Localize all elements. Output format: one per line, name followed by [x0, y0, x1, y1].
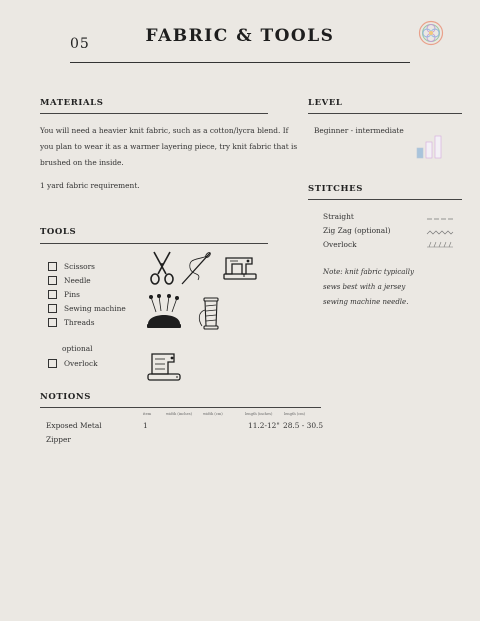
materials-line-2: you plan to wear it as a warmer layering piece, try knit fabric that is — [40, 142, 298, 151]
stitches-heading: STITCHES — [308, 184, 363, 194]
level-bar-3 — [435, 136, 441, 158]
stitch-straight: Straight — [323, 212, 354, 221]
checkbox[interactable] — [48, 262, 57, 271]
notions-col-length-in: length (inches) — [245, 412, 273, 416]
tool-label: Scissors — [64, 261, 95, 271]
sewing-machine-icon — [222, 254, 258, 282]
tools-heading: TOOLS — [40, 227, 77, 237]
level-bars-icon — [416, 135, 444, 159]
tools-checklist — [48, 259, 126, 329]
tool-label: Needle — [64, 275, 91, 285]
tool-item — [48, 315, 126, 329]
needle-icon — [180, 250, 214, 286]
notion-qty: 1 — [143, 421, 148, 430]
checkbox[interactable] — [48, 304, 57, 313]
materials-description — [40, 123, 298, 171]
notions-col-length-cm: length (cm) — [284, 412, 306, 416]
level-heading: LEVEL — [308, 98, 343, 108]
level-bar-1 — [417, 148, 423, 158]
stitch-samples — [426, 213, 456, 251]
stitch-note — [323, 265, 414, 310]
stitch-overlock: Overlock — [323, 240, 357, 249]
page-title: FABRIC & TOOLS — [145, 26, 335, 46]
notion-length-in: 11.2-12" — [248, 421, 280, 430]
checkbox[interactable] — [48, 359, 57, 368]
tool-item — [48, 301, 126, 315]
notions-divider — [40, 407, 321, 408]
tool-item — [48, 259, 126, 273]
stitch-note-line-3: sewing machine needle. — [323, 298, 409, 306]
tools-divider — [40, 243, 268, 244]
yardage-requirement: 1 yard fabric requirement. — [40, 181, 140, 190]
notion-item-line-1: Exposed Metal — [46, 421, 102, 430]
checkbox[interactable] — [48, 318, 57, 327]
level-bar-2 — [426, 142, 432, 158]
tool-label: Pins — [64, 289, 80, 299]
materials-heading: MATERIALS — [40, 98, 104, 108]
stitch-zigzag: Zig Zag (optional) — [323, 226, 391, 235]
notion-length-cm: 28.5 - 30.5 — [283, 421, 324, 430]
materials-line-1: You will need a heavier knit fabric, such as a cotton/lycra blend. If — [40, 126, 289, 135]
level-value: Beginner - intermediate — [314, 126, 404, 135]
notion-item-line-2: Zipper — [46, 435, 71, 444]
notions-col-item: item — [143, 412, 152, 416]
mandala-logo-icon — [418, 20, 444, 46]
materials-divider — [40, 113, 268, 114]
optional-label: optional — [62, 344, 93, 353]
tool-item — [48, 356, 98, 370]
tool-label: Overlock — [64, 358, 98, 368]
notions-heading: NOTIONS — [40, 392, 91, 402]
overlock-stitch-icon — [427, 242, 453, 247]
stitches-divider — [308, 199, 462, 200]
title-divider — [70, 62, 410, 63]
stitch-note-line-2: sews best with a jersey — [323, 283, 406, 291]
page-number: 05 — [70, 36, 90, 52]
level-divider — [308, 113, 462, 114]
stitch-note-line-1: Note: knit fabric typically — [323, 268, 414, 276]
thread-spool-icon — [196, 296, 226, 332]
tool-item — [48, 287, 126, 301]
notions-col-width-in: width (inches) — [166, 412, 192, 416]
checkbox[interactable] — [48, 290, 57, 299]
optional-checklist — [48, 356, 98, 370]
checkbox[interactable] — [48, 276, 57, 285]
notions-col-width-cm: width (cm) — [203, 412, 223, 416]
pincushion-icon — [144, 294, 184, 332]
zigzag-stitch-icon — [427, 231, 453, 234]
tool-label: Sewing machine — [64, 303, 126, 313]
scissors-icon — [148, 250, 176, 286]
materials-line-3: brushed on the inside. — [40, 158, 124, 167]
overlock-icon — [146, 350, 182, 384]
tool-label: Threads — [64, 317, 95, 327]
tool-item — [48, 273, 126, 287]
